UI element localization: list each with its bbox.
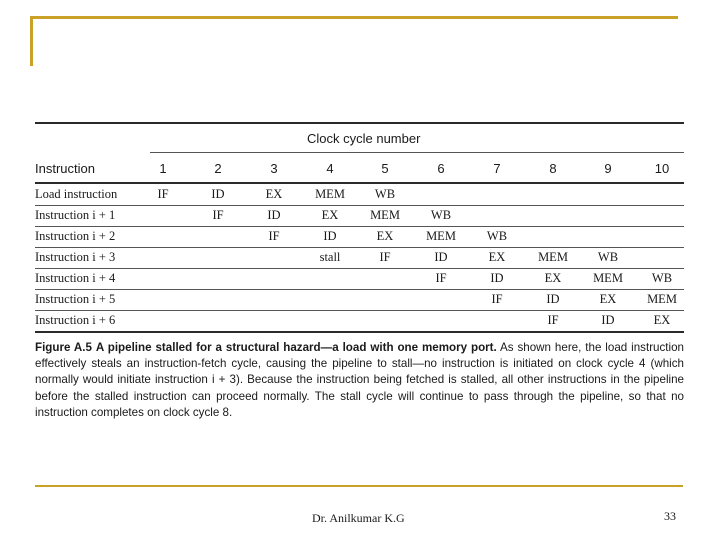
header-bottom-rule (35, 182, 684, 184)
stage-cell: ID (601, 313, 615, 327)
stage-cell: MEM (593, 271, 623, 285)
stage-cell: EX (653, 313, 671, 327)
stage-cell: EX (376, 229, 394, 243)
figure-title: A pipeline stalled for a structural hazard—a load with one memory port. (95, 341, 497, 354)
cycle-header-6: 6 (437, 161, 445, 176)
row-label: Instruction i + 2 (35, 229, 116, 243)
stage-cell: MEM (315, 187, 345, 201)
cycle-header-8: 8 (549, 161, 557, 176)
stage-cell: IF (491, 292, 503, 306)
stage-cell: MEM (538, 250, 568, 264)
row-label: Instruction i + 4 (35, 271, 116, 285)
instruction-header: Instruction (35, 161, 95, 176)
cycle-header-9: 9 (604, 161, 612, 176)
stage-cell: IF (268, 229, 280, 243)
cycle-header-4: 4 (326, 161, 334, 176)
clock-cycle-label: Clock cycle number (307, 131, 421, 146)
stage-cell: IF (547, 313, 559, 327)
stage-cell: EX (265, 187, 283, 201)
stage-cell: WB (597, 250, 619, 264)
row-label: Instruction i + 3 (35, 250, 116, 264)
table-top-rule (35, 122, 684, 124)
row-divider (35, 268, 684, 269)
row-label: Instruction i + 1 (35, 208, 116, 222)
cycle-header-1: 1 (159, 161, 167, 176)
page-number: 33 (664, 509, 676, 523)
stage-cell: ID (490, 271, 504, 285)
stage-cell: IF (379, 250, 391, 264)
stage-cell: WB (651, 271, 673, 285)
stage-cell: ID (546, 292, 560, 306)
slide-frame-top (30, 16, 678, 19)
stage-cell: IF (435, 271, 447, 285)
slide-frame-left (30, 16, 33, 66)
stage-cell: WB (430, 208, 452, 222)
stage-cell: EX (599, 292, 617, 306)
stage-cell: ID (434, 250, 448, 264)
stage-cell: WB (486, 229, 508, 243)
row-label: Instruction i + 5 (35, 292, 116, 306)
stage-cell: ID (267, 208, 281, 222)
stage-cell: IF (157, 187, 169, 201)
stage-cell: WB (374, 187, 396, 201)
stage-cell: EX (488, 250, 506, 264)
footer-rule (35, 485, 683, 487)
stage-cell: MEM (370, 208, 400, 222)
cycle-header-2: 2 (214, 161, 222, 176)
figure-caption (35, 340, 684, 421)
stage-cell: IF (212, 208, 224, 222)
row-divider (35, 226, 684, 227)
cycle-header-3: 3 (270, 161, 278, 176)
cycle-header-5: 5 (381, 161, 389, 176)
figure-body: As shown here, the load instruction effectively steals an instruction-fetch cycle, causing the pipeline to stall—no instruction is initiated on clock cycle 4 (which normally would initiate instruction i + 3). Because the instruction being fetched is stalled, all other instructions in the pipeline before the stalled instruction can proceed normally. The stall cycle will continue to pass through the pipeline, so that no instruction completes on clock cycle 8. (35, 341, 684, 419)
stage-cell: MEM (426, 229, 456, 243)
footer-author: Dr. Anilkumar K.G (312, 511, 405, 525)
row-divider (35, 205, 684, 206)
stage-cell: ID (211, 187, 225, 201)
row-divider (35, 289, 684, 290)
row-divider (35, 310, 684, 311)
clock-cycle-underline (150, 152, 684, 153)
cycle-header-7: 7 (493, 161, 501, 176)
cycle-header-10: 10 (654, 161, 670, 176)
stage-cell: ID (323, 229, 337, 243)
stage-cell: EX (321, 208, 339, 222)
figure-label: Figure A.5 (35, 341, 92, 354)
row-label: Load instruction (35, 187, 118, 201)
stage-cell: EX (544, 271, 562, 285)
row-label: Instruction i + 6 (35, 313, 116, 327)
stage-cell: MEM (647, 292, 677, 306)
table-bottom-rule (35, 331, 684, 333)
row-divider (35, 247, 684, 248)
stage-cell: stall (319, 250, 341, 264)
